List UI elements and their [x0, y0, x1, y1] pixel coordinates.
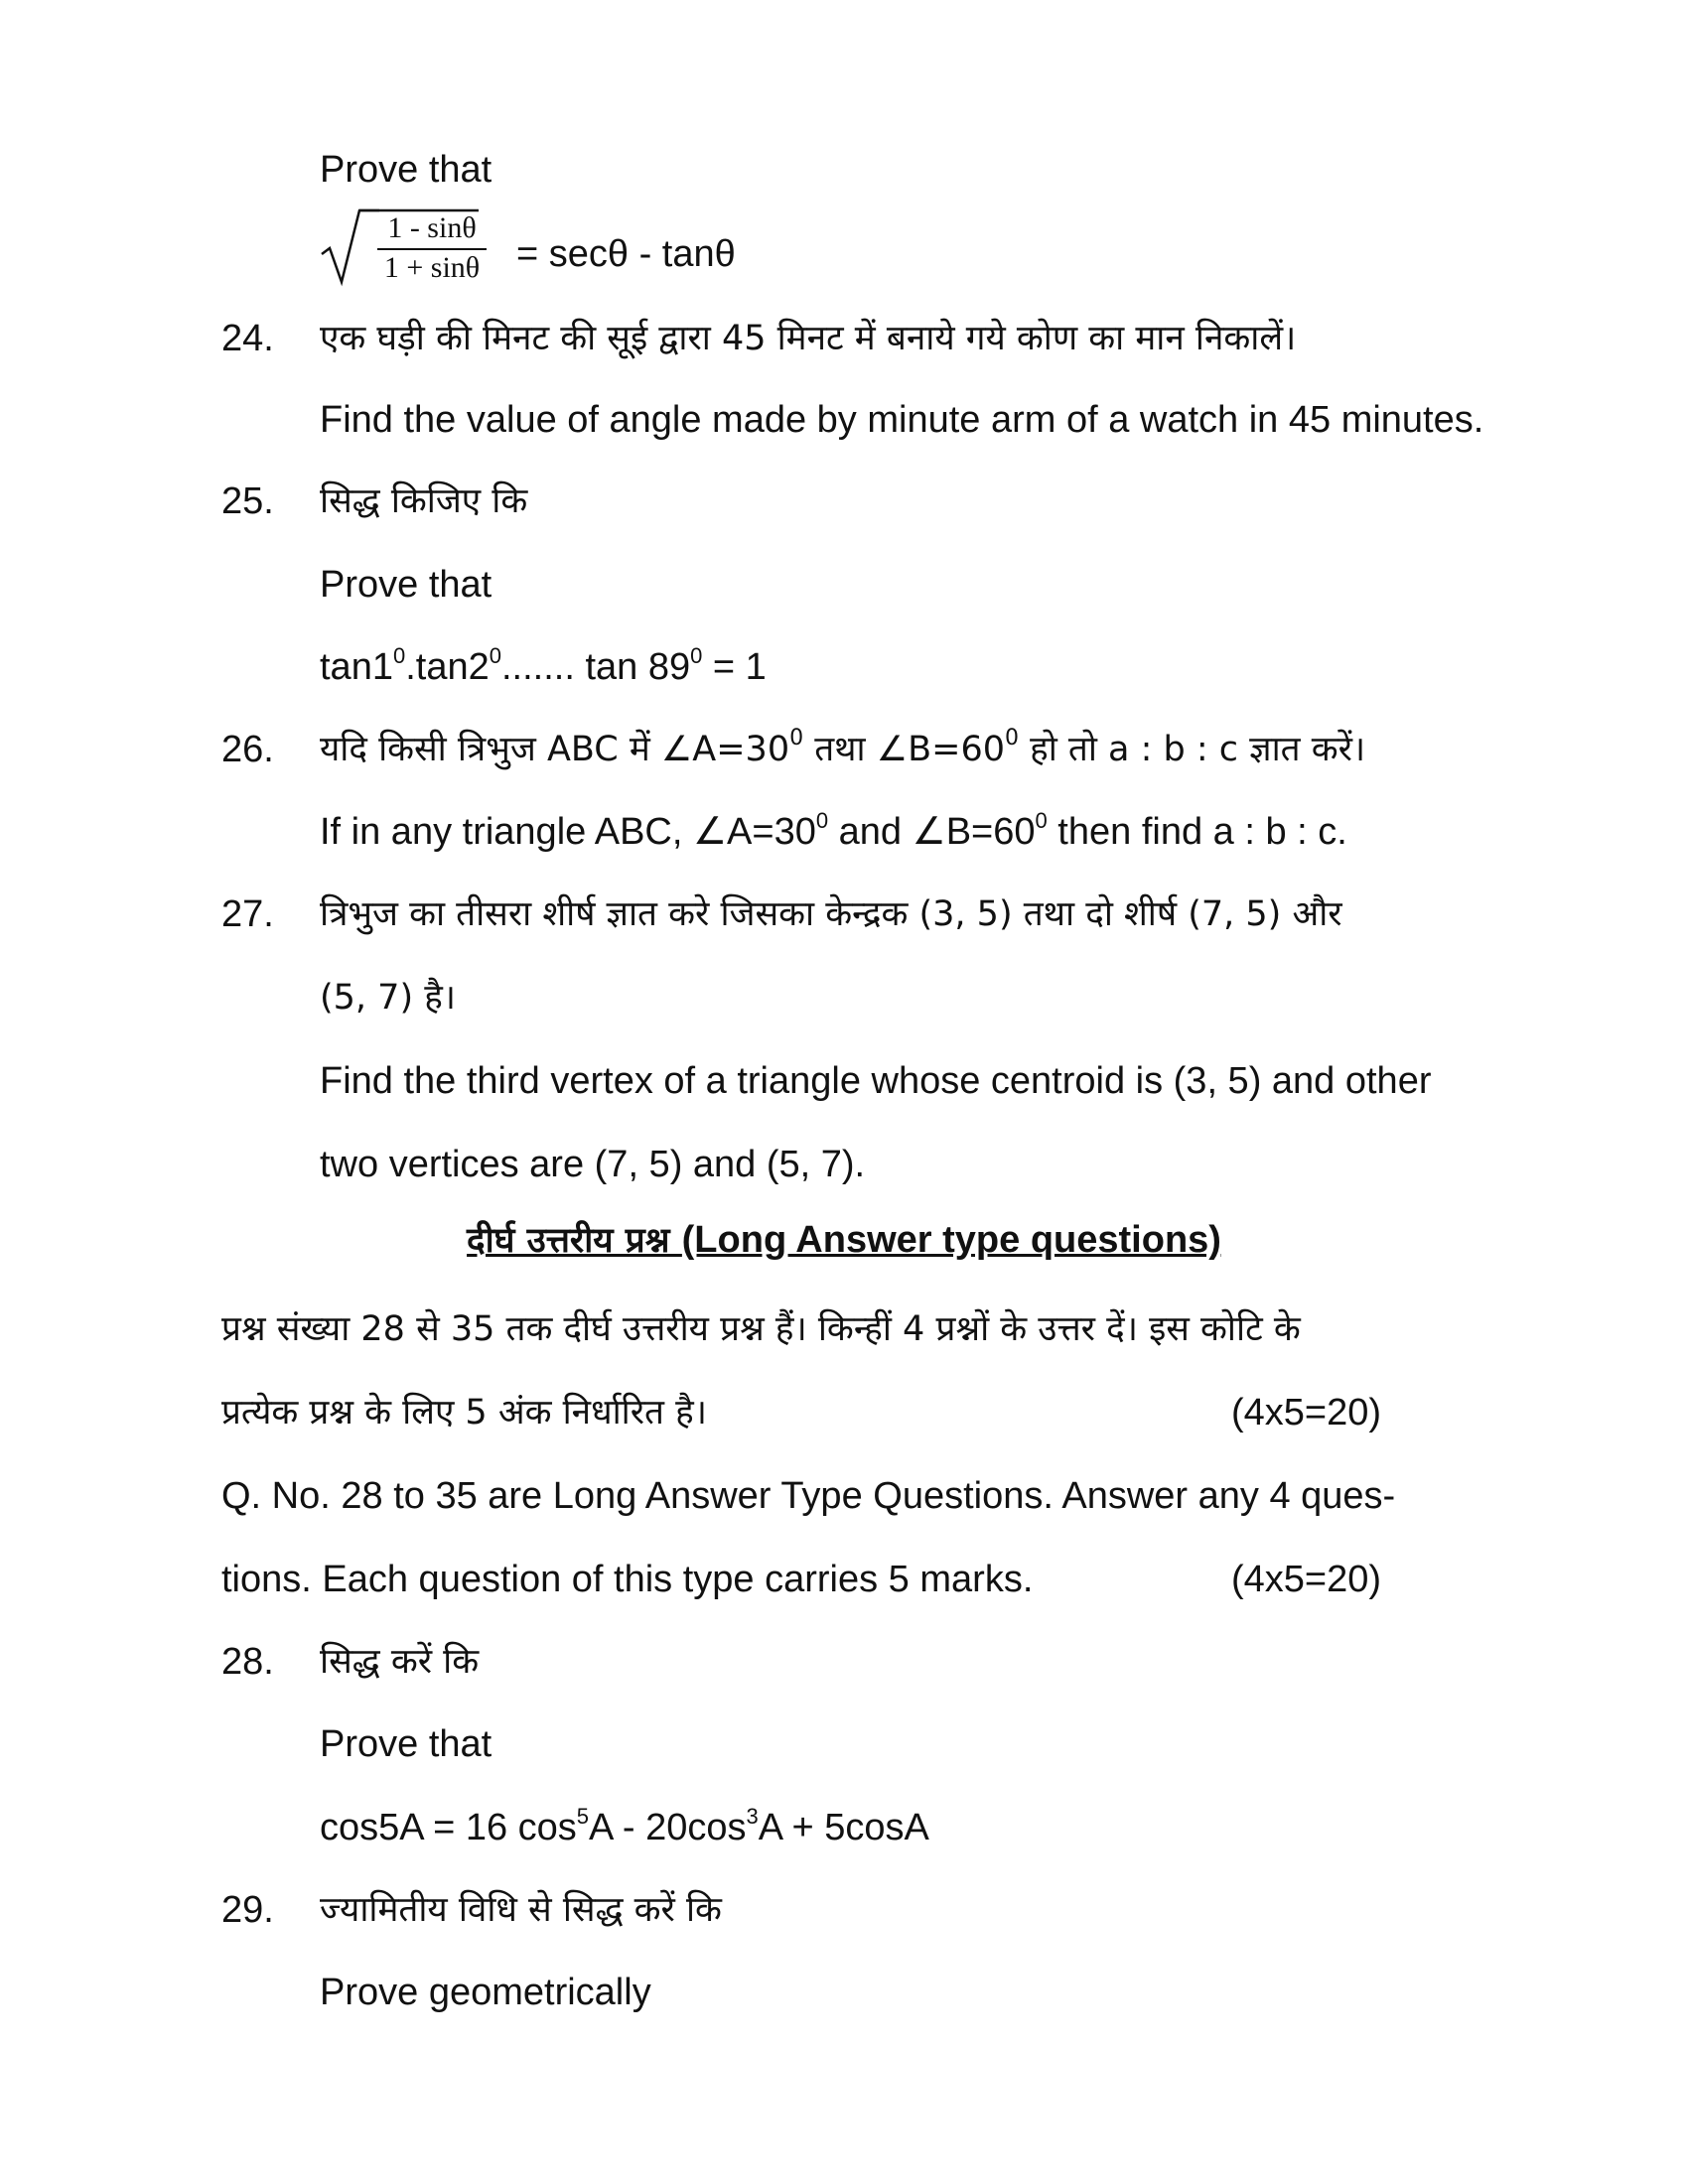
section-hindi-line2: प्रत्येक प्रश्न के लिए 5 अंक निर्धारित है।	[221, 1393, 707, 1433]
q28-number: 28.	[221, 1641, 274, 1683]
q27-hindi-line2: (5, 7) है।	[320, 978, 457, 1018]
q29-hindi: ज्यामितीय विधि से सिद्ध करें कि	[320, 1890, 722, 1930]
fraction-numerator: 1 - sinθ	[377, 210, 487, 250]
q29-number: 29.	[221, 1889, 274, 1931]
q26-english: If in any triangle ABC, $\angle A=30^0$ and $\angle B=60^0$ then find a : b : c.	[320, 808, 1347, 853]
section-english-line2: tions. Each question of this type carries 5 marks.	[221, 1559, 1034, 1600]
q28-hindi: सिद्ध करें कि	[320, 1642, 480, 1682]
section-marks-english: (4x5=20)	[1231, 1559, 1382, 1600]
q25-expression: $\tan 1^0.\tan 2^0$....... $\tan 89^0 = 1$	[320, 643, 767, 688]
radical-sign-icon	[320, 206, 379, 292]
q28-expression: cos5A = 16 $\cos^5A - 20\cos^3A + 5\cos A$	[320, 1804, 929, 1848]
q25-english: Prove that	[320, 564, 492, 606]
q23-sqrt-expression	[320, 206, 489, 292]
q27-hindi-line1: त्रिभुज का तीसरा शीर्ष ज्ञात करे जिसका केन्द्रक (3, 5) तथा दो शीर्ष (7, 5) और	[320, 894, 1342, 934]
q27-english-line1: Find the third vertex of a triangle whose centroid is (3, 5) and other	[320, 1060, 1432, 1102]
section-hindi-line1: प्रश्न संख्या 28 से 35 तक दीर्घ उत्तरीय प्रश्न हैं। किन्हीं 4 प्रश्नों के उत्तर दें। इस कोटि के	[221, 1309, 1301, 1349]
q27-english-line2: two vertices are (7, 5) and (5, 7).	[320, 1144, 866, 1185]
q27-number: 27.	[221, 893, 274, 935]
q26-number: 26.	[221, 729, 274, 770]
section-heading: दीर्घ उत्तरीय प्रश्न (Long Answer type questions)	[467, 1219, 1221, 1261]
q24-hindi: एक घड़ी की मिनट की सूई द्वारा 45 मिनट में बनाये गये कोण का मान निकालें।	[320, 319, 1297, 358]
section-marks-hindi: (4x5=20)	[1231, 1392, 1382, 1433]
q25-hindi: सिद्ध किजिए कि	[320, 481, 528, 521]
q29-english: Prove geometrically	[320, 1972, 651, 2013]
q28-english: Prove that	[320, 1723, 492, 1765]
q26-hindi: यदि किसी त्रिभुज ABC में $\angle A=30^0$ तथा $\angle B=60^0$ हो तो a : b : c ज्ञात करें।	[320, 726, 1366, 769]
q23-prove-that: Prove that	[320, 149, 492, 191]
q24-number: 24.	[221, 318, 274, 359]
section-english-line1: Q. No. 28 to 35 are Long Answer Type Questions. Answer any 4 ques-	[221, 1475, 1396, 1517]
q25-number: 25.	[221, 480, 274, 522]
q23-fraction	[377, 210, 487, 286]
q23-rhs: = secθ - tanθ	[516, 233, 736, 275]
fraction-denominator: 1 + sinθ	[383, 251, 481, 284]
q24-english: Find the value of angle made by minute arm of a watch in 45 minutes.	[320, 399, 1484, 441]
